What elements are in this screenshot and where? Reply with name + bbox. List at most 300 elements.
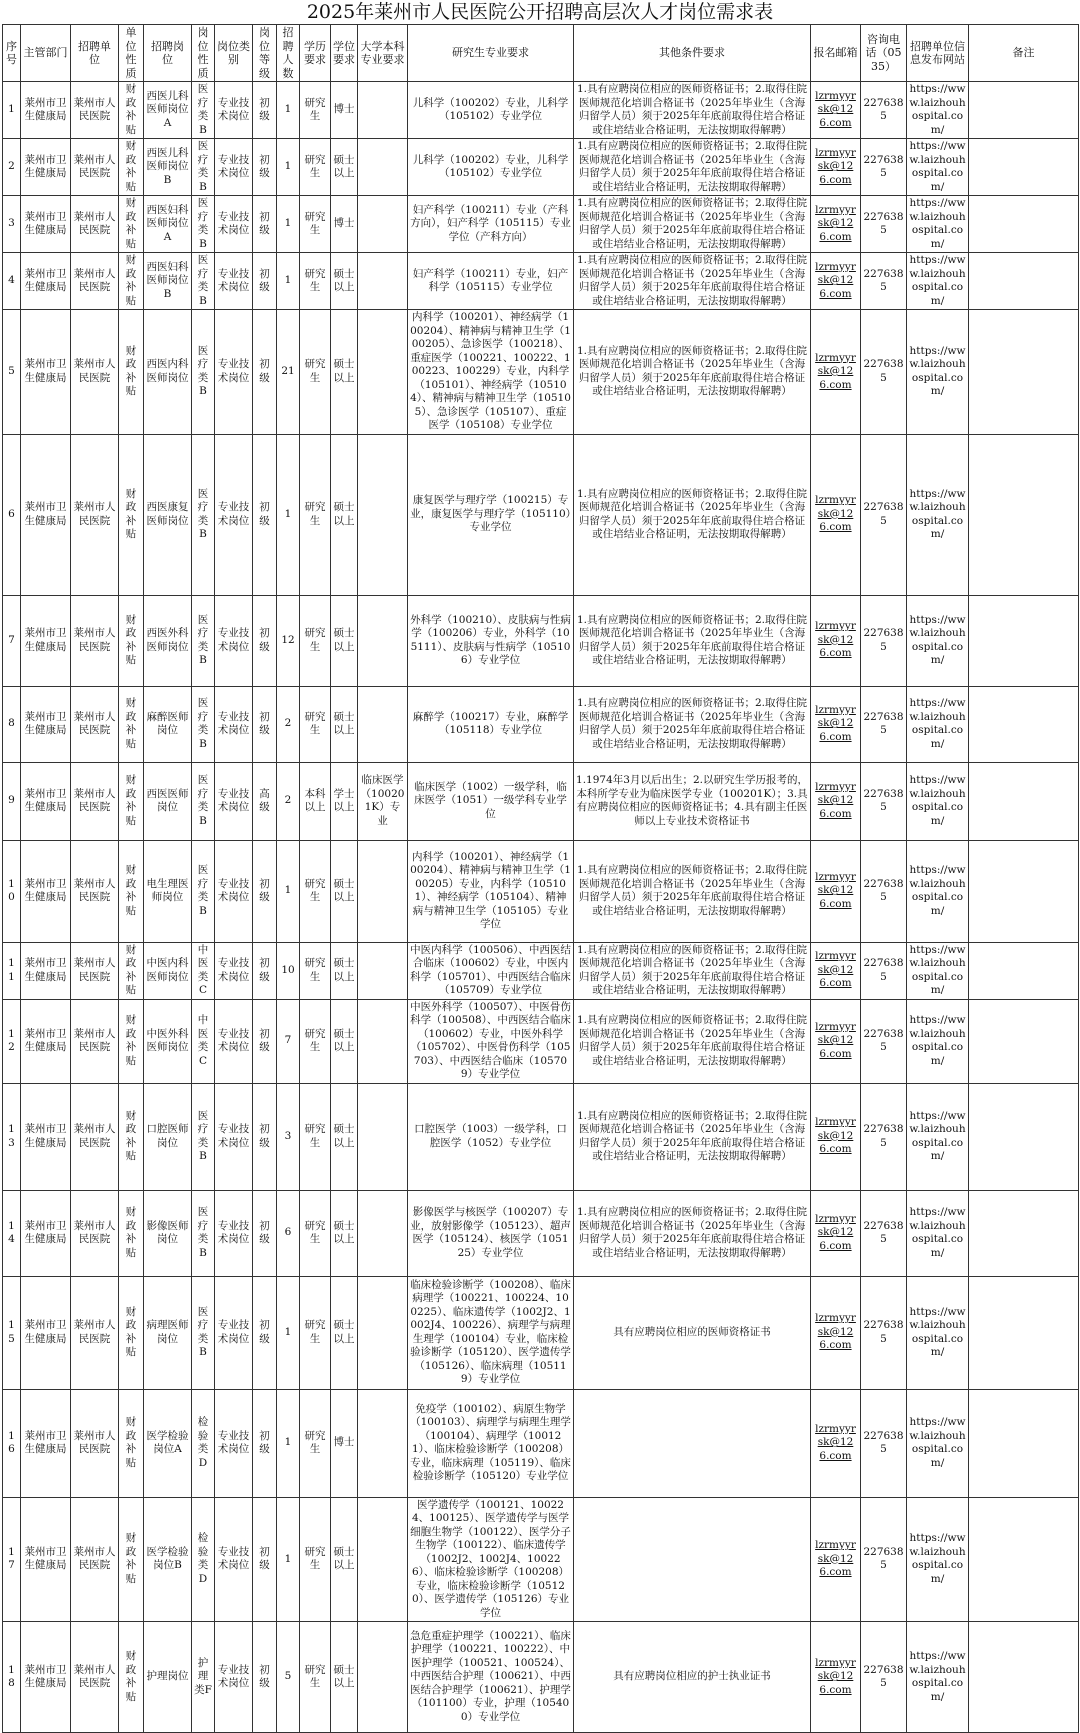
cell-ptype: 医疗类B	[192, 310, 215, 435]
cell-count: 1	[277, 434, 300, 595]
cell-category: 专业技术岗位	[215, 1276, 253, 1389]
cell-seq: 9	[3, 762, 21, 840]
cell-web[interactable]: https://www.laizhouhospital.com/	[907, 840, 969, 942]
table-row	[3, 434, 1079, 595]
cell-phone: 2276385	[861, 434, 907, 595]
cell-other: 1.具有应聘岗位相应的医师资格证书；2.取得住院医师规范化培训合格证书（2025年毕业生（含海归留学人员）须于2025年年底前取得住培合格证或住培结业合格证明，无法按期取得解聘）	[574, 310, 811, 435]
cell-unit: 莱州市人民医院	[71, 1276, 119, 1389]
cell-grad: 麻醉学（100217）专业，麻醉学（105118）专业学位	[408, 686, 574, 762]
cell-nature: 财政补贴	[119, 1497, 144, 1622]
cell-seq: 13	[3, 1083, 21, 1190]
cell-edu: 研究生	[300, 595, 331, 686]
page-title: 2025年莱州市人民医院公开招聘高层次人才岗位需求表	[306, 1, 774, 23]
cell-degree: 硕士以上	[331, 1497, 358, 1622]
cell-level: 初级	[253, 1276, 277, 1389]
cell-undergrad	[358, 1389, 408, 1497]
cell-seq: 1	[3, 82, 21, 139]
cell-seq: 10	[3, 840, 21, 942]
cell-count: 1	[277, 1276, 300, 1389]
cell-grad: 妇产科学（100211）专业（产科方向），妇产科学（105115）专业学位（产科方向）	[408, 196, 574, 253]
cell-grad: 内科学（100201）、神经病学（100204）、精神病与精神卫生学（100205）、急诊医学（100218）、重症医学（100221、100222、100223、100229）专业，内科学（105101）、神经病学（105104）、精神病与精神卫生学（105105）、急诊医学（105107）、重症医学（105108）专业学位	[408, 310, 574, 435]
cell-count: 1	[277, 840, 300, 942]
cell-web[interactable]: https://www.laizhouhospital.com/	[907, 1190, 969, 1276]
cell-category: 专业技术岗位	[215, 1389, 253, 1497]
cell-level: 初级	[253, 253, 277, 310]
cell-count: 6	[277, 1190, 300, 1276]
cell-other: 1.具有应聘岗位相应的医师资格证书；2.取得住院医师规范化培训合格证书（2025年毕业生（含海归留学人员）须于2025年年底前取得住培合格证或住培结业合格证明，无法按期取得解聘）	[574, 139, 811, 196]
cell-category: 专业技术岗位	[215, 253, 253, 310]
table-row	[3, 196, 1079, 253]
cell-post: 护理岗位	[144, 1622, 192, 1733]
cell-post: 中医外科医师岗位	[144, 999, 192, 1083]
cell-other: 1.具有应聘岗位相应的医师资格证书；2.取得住院医师规范化培训合格证书（2025年毕业生（含海归留学人员）须于2025年年底前取得住培合格证或住培结业合格证明，无法按期取得解聘）	[574, 840, 811, 942]
cell-post: 电生理医师岗位	[144, 840, 192, 942]
cell-phone: 2276385	[861, 1389, 907, 1497]
cell-phone: 2276385	[861, 1190, 907, 1276]
cell-undergrad	[358, 1083, 408, 1190]
cell-dept: 莱州市卫生健康局	[21, 1276, 71, 1389]
cell-unit: 莱州市人民医院	[71, 1083, 119, 1190]
cell-count: 1	[277, 139, 300, 196]
cell-phone: 2276385	[861, 1276, 907, 1389]
cell-email[interactable]: lzrmyyrsk@126.com	[811, 310, 861, 435]
cell-level: 初级	[253, 82, 277, 139]
cell-email[interactable]: lzrmyyrsk@126.com	[811, 196, 861, 253]
cell-category: 专业技术岗位	[215, 595, 253, 686]
cell-degree: 硕士以上	[331, 434, 358, 595]
cell-degree: 博士	[331, 1389, 358, 1497]
cell-phone: 2276385	[861, 253, 907, 310]
cell-grad: 康复医学与理疗学（100215）专业，康复医学与理疗学（105110）专业学位	[408, 434, 574, 595]
cell-nature: 财政补贴	[119, 310, 144, 435]
cell-grad: 临床检验诊断学（100208）、临床病理学（100221、100224、100225）、临床遗传学（1002J2、1002J4、100226）、病理学与病理生理学（100104）专业，临床检验诊断学（105120）、医学遗传学（105126）、临床病理（105119）专业学位	[408, 1276, 574, 1389]
cell-phone: 2276385	[861, 196, 907, 253]
cell-other: 具有应聘岗位相应的医师资格证书	[574, 1276, 811, 1389]
table-row	[3, 686, 1079, 762]
cell-phone: 2276385	[861, 762, 907, 840]
table-row	[3, 999, 1079, 1083]
cell-email[interactable]: lzrmyyrsk@126.com	[811, 999, 861, 1083]
header-grad: 研究生专业要求	[408, 25, 574, 82]
cell-seq: 7	[3, 595, 21, 686]
cell-ptype: 检验类D	[192, 1389, 215, 1497]
cell-nature: 财政补贴	[119, 762, 144, 840]
cell-grad: 外科学（100210）、皮肤病与性病学（100206）专业，外科学（105111）、皮肤病与性病学（105106）专业学位	[408, 595, 574, 686]
cell-web[interactable]: https://www.laizhouhospital.com/	[907, 139, 969, 196]
cell-edu: 研究生	[300, 1497, 331, 1622]
cell-category: 专业技术岗位	[215, 686, 253, 762]
cell-degree: 硕士以上	[331, 253, 358, 310]
table-row	[3, 253, 1079, 310]
cell-remark	[969, 1276, 1079, 1389]
cell-remark	[969, 310, 1079, 435]
cell-degree: 硕士以上	[331, 1622, 358, 1733]
cell-remark	[969, 1389, 1079, 1497]
cell-edu: 研究生	[300, 253, 331, 310]
cell-other: 1.具有应聘岗位相应的医师资格证书；2.取得住院医师规范化培训合格证书（2025年毕业生（含海归留学人员）须于2025年年底前取得住培合格证或住培结业合格证明，无法按期取得解聘）	[574, 595, 811, 686]
cell-ptype: 医疗类B	[192, 840, 215, 942]
cell-ptype: 医疗类B	[192, 196, 215, 253]
cell-seq: 15	[3, 1276, 21, 1389]
cell-email[interactable]: lzrmyyrsk@126.com	[811, 139, 861, 196]
cell-grad: 医学遗传学（100121、100224、100125）、医学遗传学与医学细胞生物学（100122）、医学分子生物学（100122）、临床遗传学（1002J2、1002J4、100226）、临床检验诊断学（100208）专业，临床检验诊断学（105120）、医学遗传学（105126）专业学位	[408, 1497, 574, 1622]
cell-count: 10	[277, 942, 300, 999]
cell-category: 专业技术岗位	[215, 310, 253, 435]
cell-other: 具有应聘岗位相应的护士执业证书	[574, 1622, 811, 1733]
cell-level: 初级	[253, 1190, 277, 1276]
cell-unit: 莱州市人民医院	[71, 310, 119, 435]
cell-level: 初级	[253, 196, 277, 253]
cell-remark	[969, 942, 1079, 999]
cell-other: 1.具有应聘岗位相应的医师资格证书；2.取得住院医师规范化培训合格证书（2025年毕业生（含海归留学人员）须于2025年年底前取得住培合格证或住培结业合格证明，无法按期取得解聘）	[574, 1190, 811, 1276]
cell-dept: 莱州市卫生健康局	[21, 840, 71, 942]
cell-level: 初级	[253, 999, 277, 1083]
cell-phone: 2276385	[861, 1497, 907, 1622]
cell-count: 2	[277, 686, 300, 762]
cell-edu: 研究生	[300, 1622, 331, 1733]
cell-web[interactable]: https://www.laizhouhospital.com/	[907, 1497, 969, 1622]
cell-unit: 莱州市人民医院	[71, 762, 119, 840]
cell-email[interactable]: lzrmyyrsk@126.com	[811, 942, 861, 999]
cell-ptype: 医疗类B	[192, 139, 215, 196]
cell-degree: 硕士以上	[331, 999, 358, 1083]
cell-other	[574, 1389, 811, 1497]
cell-web[interactable]: https://www.laizhouhospital.com/	[907, 999, 969, 1083]
cell-level: 初级	[253, 1389, 277, 1497]
cell-level: 初级	[253, 434, 277, 595]
cell-grad: 妇产科学（100211）专业，妇产科学（105115）专业学位	[408, 253, 574, 310]
cell-remark	[969, 1190, 1079, 1276]
cell-count: 1	[277, 1497, 300, 1622]
cell-unit: 莱州市人民医院	[71, 139, 119, 196]
cell-web[interactable]: https://www.laizhouhospital.com/	[907, 1389, 969, 1497]
cell-phone: 2276385	[861, 595, 907, 686]
cell-email[interactable]: lzrmyyrsk@126.com	[811, 1190, 861, 1276]
cell-post: 医学检验岗位B	[144, 1497, 192, 1622]
cell-web[interactable]: https://www.laizhouhospital.com/	[907, 253, 969, 310]
cell-other: 1.1974年3月以后出生；2.以研究生学历报考的，本科所学专业为临床医学专业（100201K）；3.具有应聘岗位相应的医师资格证书；4.具有副主任医师以上专业技术资格证书	[574, 762, 811, 840]
cell-other: 1.具有应聘岗位相应的医师资格证书；2.取得住院医师规范化培训合格证书（2025年毕业生（含海归留学人员）须于2025年年底前取得住培合格证或住培结业合格证明，无法按期取得解聘）	[574, 942, 811, 999]
header-unit: 招聘单位	[71, 25, 119, 82]
cell-seq: 5	[3, 310, 21, 435]
cell-degree: 硕士以上	[331, 1190, 358, 1276]
cell-other: 1.具有应聘岗位相应的医师资格证书；2.取得住院医师规范化培训合格证书（2025年毕业生（含海归留学人员）须于2025年年底前取得住培合格证或住培结业合格证明，无法按期取得解聘）	[574, 999, 811, 1083]
cell-remark	[969, 840, 1079, 942]
cell-degree: 硕士以上	[331, 1276, 358, 1389]
cell-seq: 6	[3, 434, 21, 595]
cell-dept: 莱州市卫生健康局	[21, 1622, 71, 1733]
cell-unit: 莱州市人民医院	[71, 434, 119, 595]
cell-ptype: 中医类C	[192, 999, 215, 1083]
cell-post: 西医儿科医师岗位A	[144, 82, 192, 139]
cell-web[interactable]: https://www.laizhouhospital.com/	[907, 762, 969, 840]
header-web: 招聘单位信息发布网站	[907, 25, 969, 82]
header-other: 其他条件要求	[574, 25, 811, 82]
cell-dept: 莱州市卫生健康局	[21, 310, 71, 435]
cell-edu: 研究生	[300, 999, 331, 1083]
cell-grad: 急危重症护理学（100221）、临床护理学（100221、100222）、中医护理学（100521、100524）、中西医结合护理（100621）、中西医结合护理学（100621）、护理学（101100）专业，护理（105400）专业学位	[408, 1622, 574, 1733]
cell-category: 专业技术岗位	[215, 1190, 253, 1276]
cell-level: 初级	[253, 686, 277, 762]
cell-level: 初级	[253, 310, 277, 435]
cell-category: 专业技术岗位	[215, 999, 253, 1083]
cell-degree: 博士	[331, 196, 358, 253]
cell-seq: 16	[3, 1389, 21, 1497]
cell-count: 1	[277, 196, 300, 253]
cell-edu: 研究生	[300, 1389, 331, 1497]
cell-post: 影像医师岗位	[144, 1190, 192, 1276]
cell-degree: 硕士以上	[331, 310, 358, 435]
cell-seq: 12	[3, 999, 21, 1083]
table-row	[3, 1497, 1079, 1622]
header-phone: 咨询电话（0535）	[861, 25, 907, 82]
cell-email[interactable]: lzrmyyrsk@126.com	[811, 82, 861, 139]
header-row	[3, 25, 1079, 82]
cell-level: 初级	[253, 1497, 277, 1622]
cell-nature: 财政补贴	[119, 1276, 144, 1389]
cell-category: 专业技术岗位	[215, 840, 253, 942]
cell-seq: 2	[3, 139, 21, 196]
cell-category: 专业技术岗位	[215, 942, 253, 999]
cell-remark	[969, 1497, 1079, 1622]
header-category: 岗位类别	[215, 25, 253, 82]
cell-level: 初级	[253, 1083, 277, 1190]
cell-post: 西医儿科医师岗位B	[144, 139, 192, 196]
cell-edu: 本科以上	[300, 762, 331, 840]
cell-edu: 研究生	[300, 82, 331, 139]
cell-count: 2	[277, 762, 300, 840]
cell-email[interactable]: lzrmyyrsk@126.com	[811, 1622, 861, 1733]
recruitment-table	[2, 24, 1079, 1733]
table-row	[3, 1622, 1079, 1733]
cell-email[interactable]: lzrmyyrsk@126.com	[811, 1276, 861, 1389]
cell-email[interactable]: lzrmyyrsk@126.com	[811, 840, 861, 942]
cell-nature: 财政补贴	[119, 686, 144, 762]
cell-category: 专业技术岗位	[215, 434, 253, 595]
cell-nature: 财政补贴	[119, 840, 144, 942]
cell-degree: 硕士以上	[331, 840, 358, 942]
cell-count: 5	[277, 1622, 300, 1733]
cell-nature: 财政补贴	[119, 1622, 144, 1733]
table-row	[3, 1190, 1079, 1276]
cell-undergrad	[358, 595, 408, 686]
table-row	[3, 1389, 1079, 1497]
cell-email[interactable]: lzrmyyrsk@126.com	[811, 762, 861, 840]
cell-level: 初级	[253, 595, 277, 686]
cell-count: 1	[277, 253, 300, 310]
cell-email[interactable]: lzrmyyrsk@126.com	[811, 253, 861, 310]
header-undergrad: 大学本科专业要求	[358, 25, 408, 82]
cell-email[interactable]: lzrmyyrsk@126.com	[811, 1083, 861, 1190]
cell-phone: 2276385	[861, 686, 907, 762]
cell-degree: 博士	[331, 82, 358, 139]
cell-other: 1.具有应聘岗位相应的医师资格证书；2.取得住院医师规范化培训合格证书（2025年毕业生（含海归留学人员）须于2025年年底前取得住培合格证或住培结业合格证明，无法按期取得解聘）	[574, 686, 811, 762]
cell-other: 1.具有应聘岗位相应的医师资格证书；2.取得住院医师规范化培训合格证书（2025年毕业生（含海归留学人员）须于2025年年底前取得住培合格证或住培结业合格证明，无法按期取得解聘）	[574, 1083, 811, 1190]
cell-phone: 2276385	[861, 840, 907, 942]
cell-email[interactable]: lzrmyyrsk@126.com	[811, 686, 861, 762]
cell-web[interactable]: https://www.laizhouhospital.com/	[907, 942, 969, 999]
cell-grad: 影像医学与核医学（100207）专业，放射影像学（105123）、超声医学（105124）、核医学（105125）专业学位	[408, 1190, 574, 1276]
cell-post: 麻醉医师岗位	[144, 686, 192, 762]
cell-nature: 财政补贴	[119, 253, 144, 310]
cell-remark	[969, 82, 1079, 139]
cell-seq: 18	[3, 1622, 21, 1733]
cell-dept: 莱州市卫生健康局	[21, 82, 71, 139]
cell-other: 1.具有应聘岗位相应的医师资格证书；2.取得住院医师规范化培训合格证书（2025年毕业生（含海归留学人员）须于2025年年底前取得住培合格证或住培结业合格证明，无法按期取得解聘）	[574, 434, 811, 595]
cell-ptype: 医疗类B	[192, 1083, 215, 1190]
cell-dept: 莱州市卫生健康局	[21, 253, 71, 310]
cell-phone: 2276385	[861, 1083, 907, 1190]
cell-unit: 莱州市人民医院	[71, 840, 119, 942]
cell-other	[574, 1497, 811, 1622]
cell-seq: 3	[3, 196, 21, 253]
table-row	[3, 942, 1079, 999]
cell-web[interactable]: https://www.laizhouhospital.com/	[907, 1622, 969, 1733]
table-row	[3, 1276, 1079, 1389]
cell-unit: 莱州市人民医院	[71, 595, 119, 686]
cell-ptype: 医疗类B	[192, 1190, 215, 1276]
cell-dept: 莱州市卫生健康局	[21, 139, 71, 196]
cell-grad: 口腔医学（1003）一级学科，口腔医学（1052）专业学位	[408, 1083, 574, 1190]
cell-unit: 莱州市人民医院	[71, 253, 119, 310]
cell-unit: 莱州市人民医院	[71, 1389, 119, 1497]
cell-dept: 莱州市卫生健康局	[21, 942, 71, 999]
cell-edu: 研究生	[300, 1276, 331, 1389]
cell-undergrad	[358, 1276, 408, 1389]
cell-undergrad	[358, 253, 408, 310]
cell-degree: 学士以上	[331, 762, 358, 840]
cell-email[interactable]: lzrmyyrsk@126.com	[811, 434, 861, 595]
cell-level: 初级	[253, 139, 277, 196]
cell-degree: 硕士以上	[331, 1083, 358, 1190]
cell-grad: 儿科学（100202）专业，儿科学（105102）专业学位	[408, 82, 574, 139]
cell-undergrad: 临床医学（100201K）专业	[358, 762, 408, 840]
cell-web[interactable]: https://www.laizhouhospital.com/	[907, 310, 969, 435]
cell-email[interactable]: lzrmyyrsk@126.com	[811, 1497, 861, 1622]
cell-post: 医学检验岗位A	[144, 1389, 192, 1497]
cell-post: 西医外科医师岗位	[144, 595, 192, 686]
cell-category: 专业技术岗位	[215, 139, 253, 196]
header-email: 报名邮箱	[811, 25, 861, 82]
cell-count: 3	[277, 1083, 300, 1190]
cell-undergrad	[358, 139, 408, 196]
header-count: 招聘人数	[277, 25, 300, 82]
cell-post: 西医康复医师岗位	[144, 434, 192, 595]
cell-degree: 硕士以上	[331, 139, 358, 196]
cell-count: 1	[277, 1389, 300, 1497]
cell-web[interactable]: https://www.laizhouhospital.com/	[907, 434, 969, 595]
table-row	[3, 82, 1079, 139]
cell-post: 口腔医师岗位	[144, 1083, 192, 1190]
cell-undergrad	[358, 942, 408, 999]
cell-phone: 2276385	[861, 82, 907, 139]
cell-web[interactable]: https://www.laizhouhospital.com/	[907, 1083, 969, 1190]
cell-nature: 财政补贴	[119, 999, 144, 1083]
cell-web[interactable]: https://www.laizhouhospital.com/	[907, 82, 969, 139]
cell-nature: 财政补贴	[119, 82, 144, 139]
cell-unit: 莱州市人民医院	[71, 196, 119, 253]
cell-email[interactable]: lzrmyyrsk@126.com	[811, 595, 861, 686]
cell-dept: 莱州市卫生健康局	[21, 1497, 71, 1622]
cell-ptype: 医疗类B	[192, 762, 215, 840]
cell-web[interactable]: https://www.laizhouhospital.com/	[907, 196, 969, 253]
cell-grad: 免疫学（100102）、病原生物学（100103）、病理学与病理生理学（100104）、病理学（100121）、临床检验诊断学（100208）专业，临床病理（105119）、临床检验诊断学（105120）专业学位	[408, 1389, 574, 1497]
cell-edu: 研究生	[300, 434, 331, 595]
cell-category: 专业技术岗位	[215, 762, 253, 840]
cell-dept: 莱州市卫生健康局	[21, 999, 71, 1083]
cell-ptype: 检验类D	[192, 1497, 215, 1622]
cell-grad: 内科学（100201）、神经病学（100204）、精神病与精神卫生学（100205）专业，内科学（105101）、神经病学（105104）、精神病与精神卫生学（105105）专业学位	[408, 840, 574, 942]
cell-ptype: 医疗类B	[192, 595, 215, 686]
cell-undergrad	[358, 686, 408, 762]
cell-degree: 硕士以上	[331, 686, 358, 762]
cell-remark	[969, 686, 1079, 762]
cell-grad: 中医内科学（100506）、中西医结合临床（100602）专业，中医内科学（105701）、中西医结合临床（105709）专业学位	[408, 942, 574, 999]
header-dept: 主管部门	[21, 25, 71, 82]
cell-phone: 2276385	[861, 139, 907, 196]
cell-nature: 财政补贴	[119, 139, 144, 196]
table-row	[3, 310, 1079, 435]
cell-edu: 研究生	[300, 1190, 331, 1276]
cell-post: 西医妇科医师岗位B	[144, 253, 192, 310]
cell-edu: 研究生	[300, 840, 331, 942]
cell-edu: 研究生	[300, 1083, 331, 1190]
cell-dept: 莱州市卫生健康局	[21, 762, 71, 840]
cell-undergrad	[358, 1622, 408, 1733]
table-row	[3, 139, 1079, 196]
cell-web[interactable]: https://www.laizhouhospital.com/	[907, 686, 969, 762]
cell-other: 1.具有应聘岗位相应的医师资格证书；2.取得住院医师规范化培训合格证书（2025年毕业生（含海归留学人员）须于2025年年底前取得住培合格证或住培结业合格证明，无法按期取得解聘）	[574, 253, 811, 310]
cell-nature: 财政补贴	[119, 595, 144, 686]
cell-edu: 研究生	[300, 686, 331, 762]
cell-level: 高级	[253, 762, 277, 840]
header-edu: 学历要求	[300, 25, 331, 82]
table-row	[3, 595, 1079, 686]
cell-category: 专业技术岗位	[215, 1497, 253, 1622]
cell-undergrad	[358, 310, 408, 435]
cell-web[interactable]: https://www.laizhouhospital.com/	[907, 595, 969, 686]
cell-grad: 临床医学（1002）一级学科，临床医学（1051）一级学科专业学位	[408, 762, 574, 840]
cell-dept: 莱州市卫生健康局	[21, 1389, 71, 1497]
cell-nature: 财政补贴	[119, 1083, 144, 1190]
cell-phone: 2276385	[861, 1622, 907, 1733]
cell-level: 初级	[253, 840, 277, 942]
cell-edu: 研究生	[300, 139, 331, 196]
cell-web[interactable]: https://www.laizhouhospital.com/	[907, 1276, 969, 1389]
cell-remark	[969, 1622, 1079, 1733]
cell-post: 西医内科医师岗位	[144, 310, 192, 435]
cell-remark	[969, 1083, 1079, 1190]
cell-grad: 儿科学（100202）专业，儿科学（105102）专业学位	[408, 139, 574, 196]
cell-remark	[969, 762, 1079, 840]
cell-unit: 莱州市人民医院	[71, 1622, 119, 1733]
cell-degree: 硕士以上	[331, 595, 358, 686]
cell-email[interactable]: lzrmyyrsk@126.com	[811, 1389, 861, 1497]
header-nature: 单位性质	[119, 25, 144, 82]
cell-ptype: 中医类C	[192, 942, 215, 999]
cell-dept: 莱州市卫生健康局	[21, 595, 71, 686]
cell-ptype: 医疗类B	[192, 434, 215, 595]
cell-undergrad	[358, 1497, 408, 1622]
cell-seq: 14	[3, 1190, 21, 1276]
cell-seq: 11	[3, 942, 21, 999]
cell-post: 病理医师岗位	[144, 1276, 192, 1389]
cell-unit: 莱州市人民医院	[71, 1190, 119, 1276]
table-row	[3, 1083, 1079, 1190]
cell-unit: 莱州市人民医院	[71, 999, 119, 1083]
cell-post: 西医妇科医师岗位A	[144, 196, 192, 253]
cell-ptype: 医疗类B	[192, 253, 215, 310]
